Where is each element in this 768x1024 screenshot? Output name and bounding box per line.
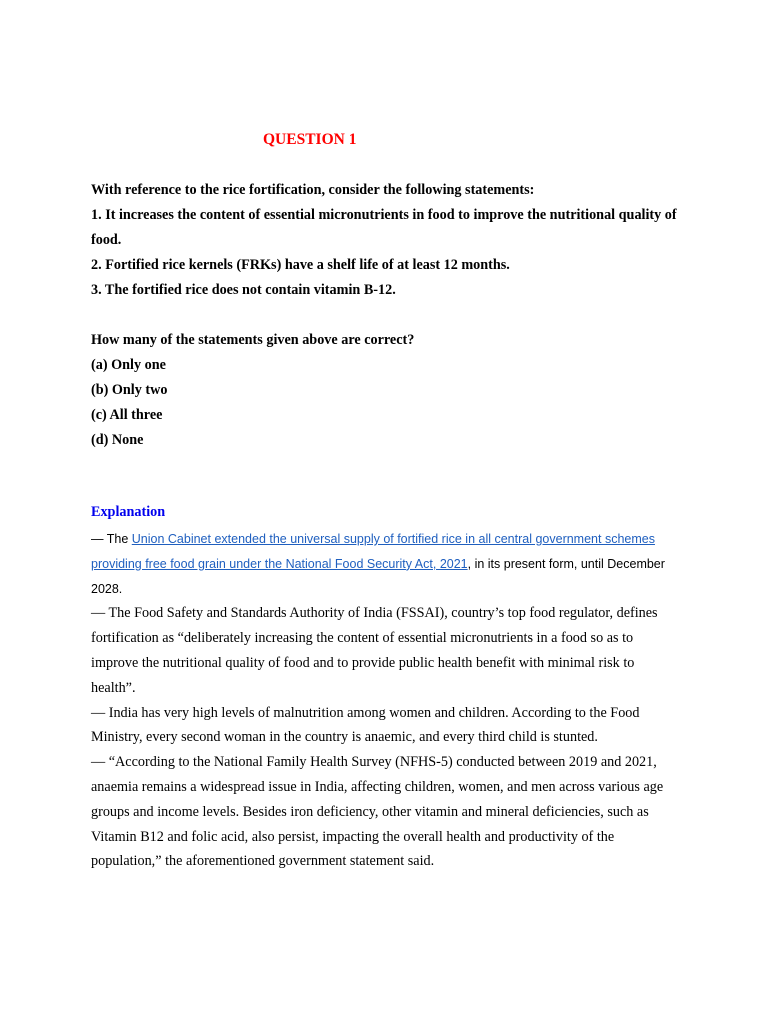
question-prompt: How many of the statements given above are correct? — [91, 332, 415, 348]
option-a: (a) Only one — [91, 357, 166, 373]
statement-2: 2. Fortified rice kernels (FRKs) have a shelf life of at least 12 months. — [91, 257, 510, 273]
explanation-paragraph-3: — India has very high levels of malnutrition among women and children. According to the Food Ministry, every second woman in the country is anaemic, and every third child is stunted. — [91, 704, 640, 746]
option-c: (c) All three — [91, 407, 163, 423]
cabinet-decision-link[interactable]: Union Cabinet extended the universal supply of fortified rice in all central government schemes providing free food grain under the National Food Security Act, 2021 — [91, 532, 655, 571]
explanation-heading: Explanation — [91, 504, 166, 520]
option-d: (d) None — [91, 432, 144, 448]
explanation-paragraph-2: — The Food Safety and Standards Authority of India (FSSAI), country’s top food regulator, defines fortification as “deliberately increasing the content of essential micronutrients in a food so as to improve the nutritional quality of food and to provide public health benefit with minimal risk to health”. — [91, 605, 658, 696]
question-title: QUESTION 1 — [263, 131, 357, 148]
question-stem: With reference to the rice fortification, consider the following statements: — [91, 182, 535, 198]
spacer — [91, 303, 691, 328]
question-block — [91, 178, 691, 453]
statement-1: 1. It increases the content of essential micronutrients in food to improve the nutritional quality of food. — [91, 207, 677, 248]
statement-3: 3. The fortified rice does not contain vitamin B-12. — [91, 282, 396, 298]
para1-suffix: , in its present form, until December 2028. — [91, 556, 665, 596]
explanation-paragraph-1 — [91, 527, 681, 601]
explanation-body — [91, 527, 681, 874]
explanation-paragraph-4: — “According to the National Family Health Survey (NFHS-5) conducted between 2019 and 2021, anaemia remains a widespread issue in India, affecting children, women, and men across various age groups and income levels. Besides iron deficiency, other vitamin and mineral deficiencies, such as Vitamin B12 and folic acid, also persist, impacting the overall health and productivity of the population,” the aforementioned government statement said. — [91, 754, 664, 870]
para1-prefix: — The — [91, 532, 132, 546]
option-b: (b) Only two — [91, 382, 168, 398]
